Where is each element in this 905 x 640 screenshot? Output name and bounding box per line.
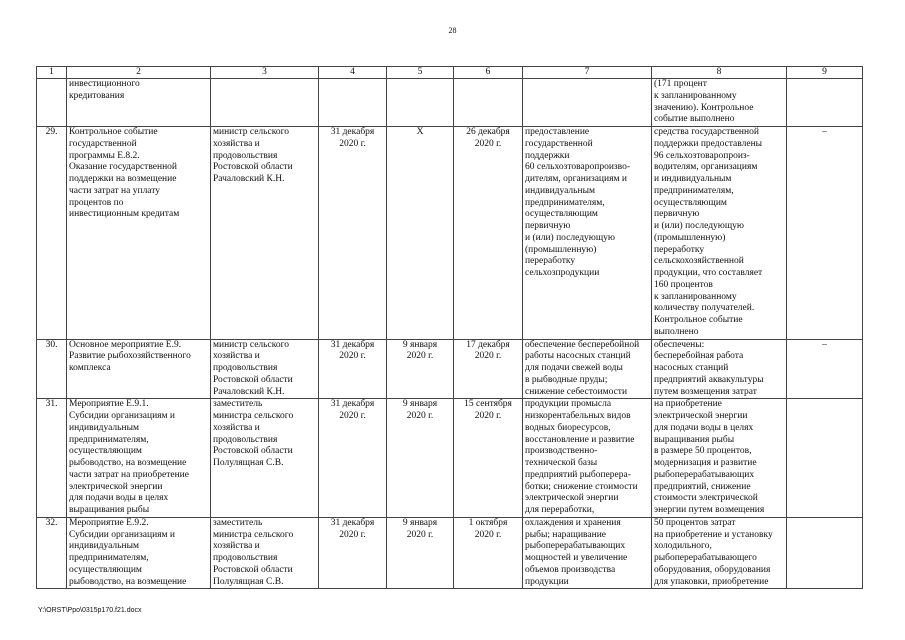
column-header-9: 9 [787, 67, 863, 79]
header-row [37, 67, 863, 79]
cell-text-line: для подачи воды в целях [654, 422, 754, 433]
cell-text-line: для переработки, [525, 505, 595, 515]
cell-text-line: электрической энергии [69, 481, 163, 492]
cell-text-line: и (или) последующую [654, 221, 745, 231]
cell-text-line: водных биоресурсов, [525, 422, 611, 433]
cell-text-line: 30. [45, 339, 58, 350]
planned-end-date-cell [319, 399, 387, 518]
cell-text-line: событие выполнено [654, 114, 735, 125]
cell-text-line: к запланированному [654, 291, 737, 302]
event-name-cell [67, 79, 211, 127]
cell-text-line: путем возмещения затрат [654, 386, 757, 397]
cell-text-line: 2020 г. [474, 411, 502, 421]
cell-text-line: (171 процент [654, 79, 707, 89]
cell-text-line: предпринимателям, [69, 434, 149, 445]
table-row [37, 399, 863, 518]
cell-text-line: предпринимателям, [69, 553, 149, 563]
page-number: 28 [448, 26, 457, 35]
cell-text-line: Рачаловский К.Н. [213, 386, 285, 397]
table-row [37, 127, 863, 340]
cell-text-line: бесперебойная работа [654, 351, 744, 362]
cell-text-line: государственной [525, 138, 593, 149]
cell-text-line: 15 сентября [464, 399, 512, 410]
actual-start-date-cell [387, 339, 454, 399]
cell-text-line: – [822, 127, 827, 137]
row-number-cell [37, 79, 67, 127]
notes-cell [787, 339, 863, 399]
cell-text-line: значению). Контрольное [654, 102, 754, 113]
cell-text-line: программы Е.8.2. [69, 150, 140, 161]
cell-text-line: выполнено [654, 326, 699, 337]
cell-text-line: Оказание государственной [69, 162, 177, 173]
cell-text-line: заместитель [213, 399, 263, 410]
column-header-1: 1 [37, 67, 67, 79]
cell-text-line: продукции промысла [525, 399, 612, 410]
actual-results-cell [652, 399, 787, 518]
cell-text-line: Основное мероприятие Е.9. [69, 339, 182, 350]
cell-text-line: Субсидии организациям и [69, 529, 175, 540]
actual-end-date-cell [454, 399, 523, 518]
actual-end-date-cell [454, 127, 523, 340]
responsible-person-cell [211, 517, 319, 589]
cell-text-line: модернизация и развитие [654, 458, 757, 468]
cell-text-line: продовольствия [213, 363, 278, 373]
cell-text-line: на приобретение и установку [654, 529, 773, 540]
event-name-cell [67, 399, 211, 518]
cell-text-line: 31 декабря [330, 517, 375, 528]
actual-results-cell [652, 339, 787, 399]
cell-text-line: рыбоперерабатывающего [654, 553, 757, 563]
cell-text-line: ботки; снижение стоимости [525, 481, 638, 492]
cell-text-line: выращивания рыбы [69, 505, 150, 515]
cell-text-line: 9 января [402, 339, 438, 350]
cell-text-line: 2020 г. [474, 138, 502, 149]
cell-text-line: хозяйства и [213, 422, 260, 433]
responsible-person-cell [211, 79, 319, 127]
planned-end-date-cell [319, 127, 387, 340]
cell-text-line: в размере 50 процентов, [654, 446, 752, 457]
table-row [37, 517, 863, 589]
cell-text-line: 31 декабря [330, 339, 375, 350]
cell-text-line: обеспечены: [654, 339, 705, 350]
cell-text-line: Ростовской области [213, 564, 293, 575]
cell-text-line: Ростовской области [213, 374, 293, 385]
cell-text-line: сельскохозяйственной [654, 256, 744, 267]
column-header-4: 4 [319, 67, 387, 79]
cell-text-line: поддержки предоставлены [654, 138, 763, 149]
planned-end-date-cell [319, 517, 387, 589]
cell-text-line: осуществляющим [654, 197, 727, 208]
cell-text-line: 32. [45, 517, 58, 528]
row-number-cell [37, 399, 67, 518]
cell-text-line: Рачаловский К.Н. [213, 174, 285, 184]
actual-start-date-cell [387, 517, 454, 589]
planned-results-cell [523, 399, 652, 518]
cell-text-line: электрической энергии [525, 493, 619, 504]
cell-text-line: 9 января [402, 399, 438, 410]
cell-text-line: хозяйства и [213, 351, 260, 362]
cell-text-line: водителям, организациям [654, 162, 758, 173]
cell-text-line: 31. [45, 399, 58, 410]
actual-end-date-cell [454, 517, 523, 589]
notes-cell [787, 399, 863, 518]
cell-text-line: – [822, 339, 827, 350]
cell-text-line: рыбоперерабатывающих [525, 541, 626, 552]
row-number-cell [37, 339, 67, 399]
cell-text-line: предпринимателям, [525, 197, 605, 208]
cell-text-line: дителям, организациям и [525, 174, 627, 184]
table-header [37, 67, 863, 79]
notes-cell [787, 127, 863, 340]
cell-text-line: 2020 г. [406, 529, 434, 540]
cell-text-line: Полулящная С.В. [213, 576, 284, 587]
cell-text-line: 2020 г. [339, 411, 366, 421]
cell-text-line: средства государственной [654, 127, 759, 137]
cell-text-line: для подачи свежей воды [525, 363, 623, 373]
row-number-cell [37, 517, 67, 589]
planned-results-cell [523, 127, 652, 340]
cell-text-line: 1 октября [468, 517, 508, 528]
cell-text-line: 96 сельхозтоваропроиз- [654, 150, 750, 161]
cell-text-line: хозяйства и [213, 138, 260, 149]
cell-text-line: предприятий аквакультуры [654, 374, 764, 385]
cell-text-line: первичную [654, 209, 700, 220]
planned-end-date-cell [319, 79, 387, 127]
cell-text-line: работы насосных станций [525, 351, 631, 362]
cell-text-line: Полулящная С.В. [213, 458, 284, 468]
actual-results-cell [652, 127, 787, 340]
cell-text-line: (промышленную) [654, 232, 726, 243]
cell-text-line: министра сельского [213, 529, 294, 540]
cell-text-line: насосных станций [654, 363, 729, 373]
cell-text-line: 29. [45, 127, 58, 137]
cell-text-line: Ростовской области [213, 446, 293, 457]
cell-text-line: 2020 г. [474, 529, 502, 540]
cell-text-line: министра сельского [213, 411, 294, 421]
cell-text-line: для упаковки, приобретение [654, 576, 769, 587]
cell-text-line: индивидуальным [69, 541, 139, 552]
cell-text-line: рыбы; наращивание [525, 529, 606, 540]
cell-text-line: предприятий рыбоперера- [525, 469, 631, 480]
cell-text-line: снижение себестоимости [525, 386, 628, 397]
responsible-person-cell [211, 399, 319, 518]
cell-text-line: части затрат на приобретение [69, 469, 189, 480]
file-path-footer: Y:\ORST\Ppo\0315p170.f21.docx [38, 607, 142, 614]
actual-start-date-cell [387, 127, 454, 340]
event-name-cell [67, 127, 211, 340]
cell-text-line: и индивидуальным [654, 174, 732, 184]
cell-text-line: переработку [525, 256, 576, 267]
cell-text-line: электрической энергии [654, 411, 748, 421]
table-row [37, 79, 863, 127]
cell-text-line: 160 процентов [654, 279, 713, 290]
cell-text-line: 60 сельхозтоваропроизво- [525, 162, 630, 173]
cell-text-line: к запланированному [654, 90, 737, 101]
cell-text-line: (промышленную) [525, 244, 597, 255]
cell-text-line: 2020 г. [339, 138, 366, 149]
cell-text-line: рыбоперерабатывающих [654, 469, 755, 480]
planned-results-cell [523, 517, 652, 589]
cell-text-line: количеству получателей. [654, 303, 755, 314]
cell-text-line: предоставление [525, 127, 590, 137]
cell-text-line: продовольствия [213, 150, 278, 161]
cell-text-line: 31 декабря [330, 399, 375, 410]
cell-text-line: 2020 г. [406, 351, 434, 362]
cell-text-line: оборудования, оборудования [654, 564, 771, 575]
cell-text-line: предприятий, снижение [654, 481, 751, 492]
cell-text-line: осуществляющим [525, 209, 598, 220]
cell-text-line: 50 процентов затрат [654, 517, 736, 528]
cell-text-line: продукции [525, 576, 569, 587]
cell-text-line: процентов по [69, 197, 124, 208]
cell-text-line: 2020 г. [339, 529, 366, 540]
row-number-cell [37, 127, 67, 340]
cell-text-line: части затрат на уплату [69, 185, 161, 196]
cell-text-line: рыбоводство, на возмещение [69, 576, 187, 587]
cell-text-line: государственной [69, 138, 137, 149]
cell-text-line: продовольствия [213, 434, 278, 445]
cell-text-line: 9 января [402, 517, 438, 528]
cell-text-line: предпринимателям, [654, 185, 734, 196]
cell-text-line: 2020 г. [474, 351, 502, 362]
cell-text-line: на приобретение [654, 399, 722, 410]
cell-text-line: Развитие рыбохозяйственного [69, 351, 191, 362]
cell-text-line: Контрольное событие [69, 127, 158, 137]
cell-text-line: инвестиционного [69, 79, 140, 89]
column-header-3: 3 [211, 67, 319, 79]
actual-end-date-cell [454, 79, 523, 127]
actual-results-cell [652, 517, 787, 589]
cell-text-line: продовольствия [213, 553, 278, 563]
responsible-person-cell [211, 339, 319, 399]
cell-text-line: 31 декабря [330, 127, 375, 137]
column-header-2: 2 [67, 67, 211, 79]
cell-text-line: технической базы [525, 458, 598, 468]
cell-text-line: продукции, что составляет [654, 268, 763, 278]
cell-text-line: выращивания рыбы [654, 434, 735, 445]
cell-text-line: мощностей и увеличение [525, 553, 628, 563]
planned-end-date-cell [319, 339, 387, 399]
event-name-cell [67, 517, 211, 589]
cell-text-line: в рыбводные пруды; [525, 374, 608, 385]
cell-text-line: Мероприятие Е.9.2. [69, 517, 149, 528]
cell-text-line: охлаждения и хранения [525, 517, 621, 528]
cell-text-line: комплекса [69, 363, 111, 373]
cell-text-line: для подачи воды в целях [69, 493, 169, 504]
cell-text-line: энергии путем возмещения [654, 505, 765, 515]
table-body [37, 79, 863, 589]
column-header-7: 7 [523, 67, 652, 79]
event-name-cell [67, 339, 211, 399]
cell-text-line: производственно- [525, 446, 598, 457]
cell-text-line: кредитования [69, 90, 125, 101]
report-table [36, 66, 863, 589]
cell-text-line: переработку [654, 244, 705, 255]
actual-end-date-cell [454, 339, 523, 399]
cell-text-line: рыбоводство, на возмещение [69, 458, 187, 468]
notes-cell [787, 79, 863, 127]
cell-text-line: Субсидии организациям и [69, 411, 175, 421]
cell-text-line: Ростовской области [213, 162, 293, 173]
cell-text-line: низкорентабельных видов [525, 411, 631, 421]
cell-text-line: министр сельского [213, 127, 290, 137]
notes-cell [787, 517, 863, 589]
cell-text-line: Контрольное событие [654, 315, 743, 325]
column-header-5: 5 [387, 67, 454, 79]
cell-text-line: 2020 г. [339, 351, 366, 362]
cell-text-line: поддержки на возмещение [69, 174, 177, 184]
cell-text-line: обеспечение бесперебойной [525, 339, 640, 350]
cell-text-line: 17 декабря [466, 339, 510, 350]
cell-text-line: индивидуальным [525, 185, 595, 196]
cell-text-line: объемов производства [525, 564, 616, 575]
cell-text-line: Мероприятие Е.9.1. [69, 399, 149, 410]
cell-text-line: заместитель [213, 517, 263, 528]
cell-text-line: министр сельского [213, 339, 290, 350]
table-row [37, 339, 863, 399]
cell-text-line: осуществляющим [69, 564, 142, 575]
cell-text-line: первичную [525, 221, 571, 231]
cell-text-line: X [416, 127, 424, 137]
cell-text-line: восстановление и развитие [525, 434, 635, 445]
cell-text-line: и (или) последующую [525, 232, 616, 243]
cell-text-line: осуществляющим [69, 446, 142, 457]
cell-text-line: 2020 г. [406, 411, 434, 421]
cell-text-line: 26 декабря [466, 127, 510, 137]
cell-text-line: стоимости электрической [654, 493, 758, 504]
planned-results-cell [523, 79, 652, 127]
cell-text-line: холодильного, [654, 541, 712, 552]
column-header-6: 6 [454, 67, 523, 79]
cell-text-line: сельхозпродукции [525, 268, 600, 278]
cell-text-line: индивидуальным [69, 422, 139, 433]
cell-text-line: поддержки [525, 150, 570, 161]
actual-start-date-cell [387, 79, 454, 127]
cell-text-line: хозяйства и [213, 541, 260, 552]
actual-results-cell [652, 79, 787, 127]
column-header-8: 8 [652, 67, 787, 79]
responsible-person-cell [211, 127, 319, 340]
cell-text-line: инвестиционным кредитам [69, 209, 180, 220]
planned-results-cell [523, 339, 652, 399]
actual-start-date-cell [387, 399, 454, 518]
